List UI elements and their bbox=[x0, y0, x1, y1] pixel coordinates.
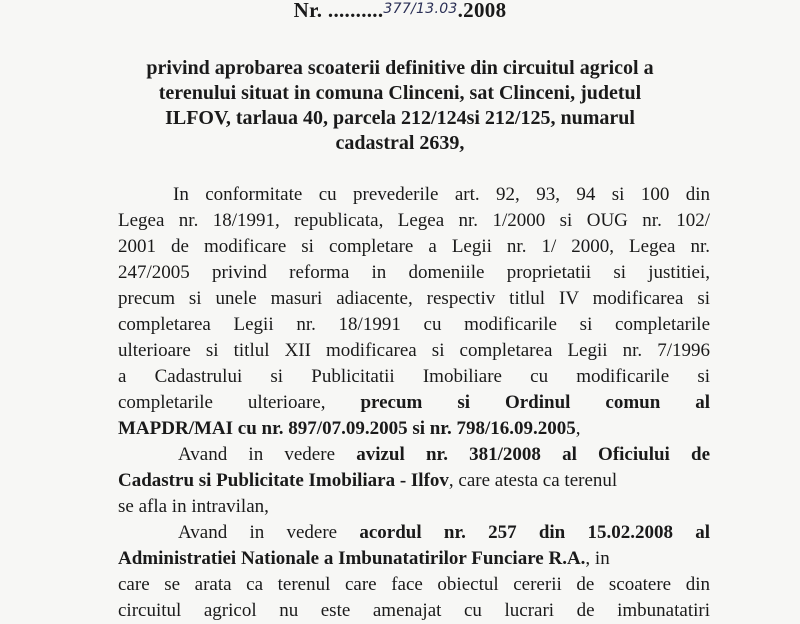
number-dots: .......... bbox=[327, 0, 384, 22]
paragraph-line: circuitul agricol nu este amenajat cu lucrari de imbunatatiri bbox=[118, 600, 710, 621]
paragraph-bold-text: acordul nr. 257 din 15.02.2008 al bbox=[359, 522, 710, 543]
paragraph-line bbox=[118, 546, 710, 572]
number-year: .2008 bbox=[457, 0, 507, 22]
paragraph-line: ulterioare si titlul XII modificarea si completarea Legii nr. 7/1996 bbox=[118, 340, 710, 361]
title-line: privind aprobarea scoaterii definitive din circuitul agricol a bbox=[146, 57, 654, 79]
paragraph-line bbox=[118, 468, 710, 494]
paragraph-text: Avand in vedere bbox=[178, 522, 338, 543]
paragraph-line: a Cadastrului si Publicitatii Imobiliare cu modificarile si bbox=[118, 366, 710, 387]
paragraph-cadastre-notice bbox=[118, 442, 710, 520]
paragraph-bold-text: Administratiei Nationale a Imbunatatirilor Funciare R.A. bbox=[118, 548, 586, 569]
document-title bbox=[110, 56, 690, 156]
paragraph-line: In conformitate cu prevederile art. 92, 93, 94 si 100 din bbox=[173, 184, 710, 205]
paragraph-line: precum si unele masuri adiacente, respectiv titlul IV modificarea si bbox=[118, 288, 710, 309]
paragraph-land-improvement-agreement bbox=[118, 520, 710, 624]
paragraph-text: , in bbox=[585, 548, 610, 569]
paragraph-line: 2001 de modificare si completare a Legii nr. 1/ 2000, Legea nr. bbox=[118, 236, 710, 257]
paragraph-text: , bbox=[575, 418, 581, 439]
paragraph-bold-text: Cadastru si Publicitate Imobiliara - Ilfov bbox=[118, 470, 449, 491]
paragraph-bold-text: MAPDR/MAI cu nr. 897/07.09.2005 si nr. 798/16.09.2005 bbox=[118, 418, 576, 439]
paragraph-bold-text: precum si Ordinul comun al bbox=[360, 392, 711, 413]
paragraph-line: completarea Legii nr. 18/1991 cu modificarile si completarile bbox=[118, 314, 710, 335]
title-line: ILFOV, tarlaua 40, parcela 212/124si 212/125, numarul bbox=[165, 107, 635, 129]
paragraph-text: , care atesta ca terenul bbox=[448, 470, 618, 491]
title-line: terenului situat in comuna Clinceni, sat Clinceni, judetul bbox=[158, 82, 642, 104]
paragraph-text: Avand in vedere bbox=[178, 444, 336, 465]
title-line: cadastral 2639, bbox=[335, 132, 465, 154]
document-number-line bbox=[0, 0, 800, 23]
paragraph-line bbox=[118, 442, 710, 468]
paragraph-line: 247/2005 privind reforma in domeniile proprietatii si justitiei, bbox=[118, 262, 710, 283]
handwritten-number: 377/13.03 bbox=[383, 1, 458, 17]
paragraph-legal-basis bbox=[118, 182, 710, 442]
paragraph-line: care se arata ca terenul care face obiectul cererii de scoatere din bbox=[118, 574, 710, 595]
paragraph-line bbox=[118, 416, 710, 442]
paragraph-text: completarile ulterioare, bbox=[118, 392, 326, 413]
paragraph-line: se afla in intravilan, bbox=[118, 496, 269, 517]
paragraph-bold-text: avizul nr. 381/2008 al Oficiului de bbox=[356, 444, 711, 465]
paragraph-line: Legea nr. 18/1991, republicata, Legea nr. 1/2000 si OUG nr. 102/ bbox=[118, 210, 710, 231]
paragraph-line bbox=[118, 520, 710, 546]
paragraph-line bbox=[118, 390, 710, 416]
number-label: Nr. bbox=[293, 0, 323, 22]
